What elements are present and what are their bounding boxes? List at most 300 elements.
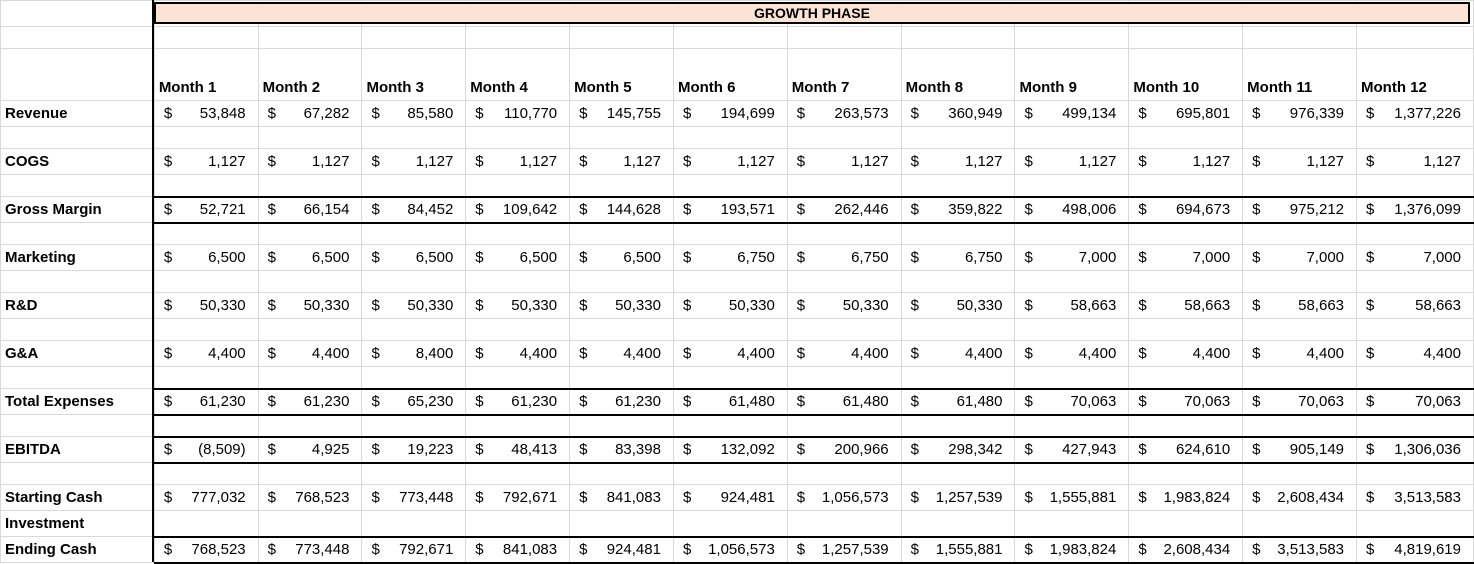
empty-cell[interactable] [787,271,901,293]
empty-cell[interactable] [1129,319,1243,341]
value-cell[interactable] [466,293,570,319]
empty-cell[interactable] [362,415,466,437]
empty-cell[interactable] [362,319,466,341]
value-cell[interactable] [1243,245,1357,271]
empty-cell[interactable] [1,127,155,149]
empty-cell[interactable] [570,271,674,293]
empty-cell[interactable] [1243,271,1357,293]
empty-cell[interactable] [154,175,258,197]
value-cell[interactable] [901,485,1015,511]
currency-symbol: $ [796,441,806,458]
value-cell[interactable] [1243,101,1357,127]
empty-cell[interactable] [1015,175,1129,197]
value-cell[interactable] [673,197,787,223]
value-cell[interactable] [1129,101,1243,127]
empty-cell[interactable] [570,27,674,49]
value-cell[interactable] [1015,437,1129,463]
value-cell[interactable] [787,149,901,175]
empty-cell[interactable] [1357,27,1474,49]
value-cell[interactable] [1129,197,1243,223]
value-cell[interactable] [466,437,570,463]
value-cell[interactable] [787,197,901,223]
value-cell[interactable] [1243,149,1357,175]
empty-cell[interactable] [1357,463,1474,485]
value-cell[interactable] [1357,511,1474,537]
empty-cell[interactable] [258,223,362,245]
value-cell[interactable] [1015,485,1129,511]
empty-cell[interactable] [570,367,674,389]
value-cell[interactable] [901,101,1015,127]
value-cell[interactable] [1357,537,1474,563]
currency-symbol: $ [910,249,919,266]
value-cell[interactable] [570,341,674,367]
empty-cell[interactable] [673,175,787,197]
cell-value: 50,330 [511,297,558,314]
empty-cell[interactable] [1015,271,1129,293]
empty-cell[interactable] [1,49,155,101]
row-label[interactable]: Revenue [1,101,155,127]
value-cell[interactable] [1015,245,1129,271]
value-cell[interactable] [901,149,1015,175]
empty-cell[interactable] [673,415,787,437]
empty-cell[interactable] [466,127,570,149]
value-cell[interactable] [466,485,570,511]
empty-cell[interactable] [362,127,466,149]
empty-cell[interactable] [1015,127,1129,149]
month-header[interactable]: Month 8 [901,49,1015,101]
cell-value: 61,230 [615,393,661,410]
value-cell[interactable] [1243,511,1357,537]
value-cell[interactable] [154,485,258,511]
cell-value: 6,750 [964,249,1003,266]
empty-cell[interactable] [901,271,1015,293]
currency-symbol: $ [910,393,919,410]
month-header[interactable]: Month 7 [787,49,901,101]
value-cell[interactable] [1243,197,1357,223]
value-cell[interactable] [362,197,466,223]
currency-symbol: $ [1138,297,1147,314]
value-cell[interactable] [154,511,258,537]
empty-cell[interactable] [901,415,1015,437]
empty-cell[interactable] [1,463,155,485]
month-header[interactable]: Month 3 [362,49,466,101]
empty-cell[interactable] [1243,319,1357,341]
value-cell[interactable] [787,341,901,367]
empty-cell[interactable] [258,415,362,437]
empty-cell[interactable] [466,463,570,485]
empty-cell[interactable] [154,223,258,245]
empty-cell[interactable] [154,319,258,341]
empty-cell[interactable] [1015,223,1129,245]
row-label[interactable]: Starting Cash [1,485,155,511]
value-cell[interactable] [258,389,362,415]
value-cell[interactable] [1357,437,1474,463]
empty-cell[interactable] [154,415,258,437]
empty-cell[interactable] [258,27,362,49]
value-cell[interactable] [362,437,466,463]
empty-cell[interactable] [1129,367,1243,389]
empty-cell[interactable] [901,127,1015,149]
value-cell[interactable] [1015,341,1129,367]
value-cell[interactable] [466,341,570,367]
value-cell[interactable] [258,149,362,175]
empty-cell[interactable] [362,27,466,49]
empty-cell[interactable] [1129,271,1243,293]
empty-cell[interactable] [1015,27,1129,49]
cell-value: 48,413 [511,441,558,458]
empty-cell[interactable] [570,127,674,149]
value-cell[interactable] [901,511,1015,537]
value-cell[interactable] [1357,245,1474,271]
value-cell[interactable] [901,341,1015,367]
empty-cell[interactable] [1129,127,1243,149]
value-cell[interactable] [154,389,258,415]
empty-cell[interactable] [1015,319,1129,341]
value-cell[interactable] [673,437,787,463]
empty-cell[interactable] [673,27,787,49]
empty-cell[interactable] [673,223,787,245]
value-cell[interactable] [258,511,362,537]
value-cell[interactable] [466,245,570,271]
value-cell[interactable] [154,101,258,127]
value-cell[interactable] [1243,437,1357,463]
empty-cell[interactable] [787,127,901,149]
value-cell[interactable] [154,537,258,563]
month-header[interactable]: Month 6 [673,49,787,101]
value-cell[interactable] [673,149,787,175]
value-cell[interactable] [1129,293,1243,319]
value-cell[interactable] [1015,511,1129,537]
row-label[interactable]: COGS [1,149,155,175]
cell-value: 50,330 [303,297,350,314]
cell-value: 6,500 [623,249,661,266]
value-cell[interactable] [1129,341,1243,367]
currency-symbol: $ [1252,297,1261,314]
empty-cell[interactable] [673,271,787,293]
empty-cell[interactable] [901,463,1015,485]
empty-cell[interactable] [1,271,155,293]
empty-cell[interactable] [258,127,362,149]
empty-cell[interactable] [466,27,570,49]
empty-cell[interactable] [1,1,155,27]
value-cell[interactable] [1129,149,1243,175]
value-cell[interactable] [901,389,1015,415]
value-cell[interactable] [1015,149,1129,175]
value-cell[interactable] [787,511,901,537]
value-cell[interactable] [570,245,674,271]
row-label[interactable]: EBITDA [1,437,155,463]
empty-cell[interactable] [787,463,901,485]
value-cell[interactable] [362,485,466,511]
currency-symbol: $ [796,393,806,410]
value-cell[interactable] [787,101,901,127]
empty-cell[interactable] [1015,463,1129,485]
value-cell[interactable] [258,245,362,271]
value-cell[interactable] [673,485,787,511]
empty-cell[interactable] [901,175,1015,197]
month-header[interactable]: Month 2 [258,49,362,101]
value-cell[interactable] [466,149,570,175]
value-cell[interactable] [787,389,901,415]
value-cell[interactable] [1357,197,1474,223]
value-cell[interactable] [570,511,674,537]
empty-cell[interactable] [154,271,258,293]
value-cell[interactable] [362,341,466,367]
value-cell[interactable] [673,389,787,415]
value-cell[interactable] [570,293,674,319]
value-cell[interactable] [466,511,570,537]
empty-cell[interactable] [1,319,155,341]
empty-cell[interactable] [1,223,155,245]
month-header[interactable]: Month 4 [466,49,570,101]
value-cell[interactable] [1015,197,1129,223]
value-cell[interactable] [1243,341,1357,367]
value-cell[interactable] [362,245,466,271]
value-cell[interactable] [1129,485,1243,511]
empty-cell[interactable] [466,175,570,197]
value-cell[interactable] [362,149,466,175]
value-cell[interactable] [570,101,674,127]
empty-cell[interactable] [1129,223,1243,245]
empty-cell[interactable] [1,27,155,49]
empty-cell[interactable] [570,175,674,197]
value-cell[interactable] [258,293,362,319]
month-header[interactable]: Month 1 [154,49,258,101]
value-cell[interactable] [258,101,362,127]
value-cell[interactable] [154,293,258,319]
value-cell[interactable] [570,149,674,175]
currency-symbol: $ [267,441,276,458]
value-cell[interactable] [1357,293,1474,319]
month-header[interactable]: Month 10 [1129,49,1243,101]
empty-cell[interactable] [1243,463,1357,485]
value-cell[interactable] [673,245,787,271]
value-cell[interactable] [1015,537,1129,563]
value-cell[interactable] [154,341,258,367]
value-cell[interactable] [362,389,466,415]
empty-cell[interactable] [1243,415,1357,437]
value-cell[interactable] [673,293,787,319]
value-cell[interactable] [1015,389,1129,415]
value-cell[interactable] [1015,293,1129,319]
value-cell[interactable] [1129,437,1243,463]
empty-cell[interactable] [466,223,570,245]
empty-cell[interactable] [258,367,362,389]
empty-cell[interactable] [154,27,258,49]
row-label[interactable]: Gross Margin [1,197,155,223]
empty-cell[interactable] [466,271,570,293]
empty-cell[interactable] [901,367,1015,389]
value-cell[interactable] [362,511,466,537]
cell-value: 61,230 [511,393,558,410]
empty-cell[interactable] [362,223,466,245]
empty-cell[interactable] [787,175,901,197]
empty-cell[interactable] [1015,415,1129,437]
value-cell[interactable] [673,341,787,367]
empty-cell[interactable] [1357,271,1474,293]
value-cell[interactable] [673,511,787,537]
table-row [1,437,1474,463]
empty-cell[interactable] [466,415,570,437]
value-cell[interactable] [258,537,362,563]
empty-cell[interactable] [258,271,362,293]
empty-cell[interactable] [466,319,570,341]
value-cell[interactable] [154,197,258,223]
empty-cell[interactable] [901,319,1015,341]
empty-cell[interactable] [362,271,466,293]
empty-cell[interactable] [1129,27,1243,49]
value-cell[interactable] [1243,389,1357,415]
value-cell[interactable] [258,485,362,511]
empty-cell[interactable] [787,319,901,341]
value-cell[interactable] [466,389,570,415]
empty-cell[interactable] [1357,223,1474,245]
empty-cell[interactable] [1129,463,1243,485]
empty-cell[interactable] [673,367,787,389]
row-label[interactable]: Total Expenses [1,389,155,415]
value-cell[interactable] [362,537,466,563]
cell-value: 7,000 [1306,249,1345,266]
empty-cell[interactable] [1243,223,1357,245]
value-cell[interactable] [1129,511,1243,537]
empty-cell[interactable] [1129,415,1243,437]
value-cell[interactable] [154,149,258,175]
value-cell[interactable] [787,293,901,319]
value-cell[interactable] [1129,245,1243,271]
row-label[interactable]: Ending Cash [1,537,155,563]
value-cell[interactable] [570,437,674,463]
value-cell[interactable] [1129,537,1243,563]
cell-value: 61,230 [199,393,246,410]
row-label[interactable]: Investment [1,511,155,537]
empty-cell[interactable] [673,127,787,149]
value-cell[interactable] [1357,149,1474,175]
value-cell[interactable] [787,537,901,563]
empty-cell[interactable] [1,175,155,197]
empty-cell[interactable] [1129,175,1243,197]
empty-cell[interactable] [787,415,901,437]
value-cell[interactable] [258,197,362,223]
value-cell[interactable] [1243,485,1357,511]
value-cell[interactable] [787,437,901,463]
currency-symbol: $ [796,105,806,122]
value-cell[interactable] [901,245,1015,271]
value-cell[interactable] [673,537,787,563]
empty-cell[interactable] [901,27,1015,49]
value-cell[interactable] [258,341,362,367]
value-cell[interactable] [673,101,787,127]
currency-symbol: $ [163,541,173,558]
empty-cell[interactable] [787,367,901,389]
value-cell[interactable] [570,197,674,223]
value-cell[interactable] [901,293,1015,319]
empty-cell[interactable] [154,127,258,149]
value-cell[interactable] [1357,101,1474,127]
empty-cell[interactable] [570,223,674,245]
cell-value: 624,610 [1175,441,1231,458]
value-cell[interactable] [154,245,258,271]
empty-cell[interactable] [570,463,674,485]
value-cell[interactable] [901,537,1015,563]
row-label[interactable]: R&D [1,293,155,319]
value-cell[interactable] [570,389,674,415]
value-cell[interactable] [1357,341,1474,367]
empty-cell[interactable] [1,367,155,389]
empty-cell[interactable] [901,223,1015,245]
currency-symbol: $ [267,249,276,266]
currency-symbol: $ [910,489,919,506]
empty-cell[interactable] [1357,127,1474,149]
value-cell[interactable] [901,197,1015,223]
empty-cell[interactable] [1,415,155,437]
empty-cell[interactable] [570,319,674,341]
cell-value: 1,127 [208,153,246,170]
value-cell[interactable] [1243,537,1357,563]
month-header[interactable]: Month 11 [1243,49,1357,101]
value-cell[interactable] [362,101,466,127]
value-cell[interactable] [787,245,901,271]
empty-cell[interactable] [362,463,466,485]
empty-cell[interactable] [258,463,362,485]
value-cell[interactable] [1243,293,1357,319]
empty-cell[interactable] [1243,175,1357,197]
empty-cell[interactable] [787,27,901,49]
month-header[interactable]: Month 12 [1357,49,1474,101]
cell-value: 132,092 [720,441,775,458]
empty-cell[interactable] [362,175,466,197]
empty-cell[interactable] [1357,367,1474,389]
empty-cell[interactable] [673,463,787,485]
value-cell[interactable] [362,293,466,319]
empty-cell[interactable] [787,223,901,245]
empty-cell[interactable] [1243,27,1357,49]
value-cell[interactable] [154,437,258,463]
value-cell[interactable] [466,101,570,127]
row-label[interactable]: G&A [1,341,155,367]
empty-cell[interactable] [1243,127,1357,149]
value-cell[interactable] [466,537,570,563]
empty-cell[interactable] [1015,367,1129,389]
empty-cell[interactable] [1357,319,1474,341]
cell-value: 1,257,539 [935,489,1003,506]
empty-cell[interactable] [1357,415,1474,437]
empty-cell[interactable] [1357,175,1474,197]
value-cell[interactable] [1015,101,1129,127]
empty-cell[interactable] [362,367,466,389]
value-cell[interactable] [570,537,674,563]
value-cell[interactable] [787,485,901,511]
empty-cell[interactable] [673,319,787,341]
row-label[interactable]: Marketing [1,245,155,271]
empty-cell[interactable] [258,175,362,197]
value-cell[interactable] [901,437,1015,463]
empty-cell[interactable] [1243,367,1357,389]
value-cell[interactable] [570,485,674,511]
month-header[interactable]: Month 5 [570,49,674,101]
value-cell[interactable] [1357,485,1474,511]
empty-cell[interactable] [154,463,258,485]
empty-cell[interactable] [154,367,258,389]
empty-cell[interactable] [466,367,570,389]
currency-symbol: $ [682,153,692,170]
value-cell[interactable] [466,197,570,223]
empty-cell[interactable] [258,319,362,341]
month-header[interactable]: Month 9 [1015,49,1129,101]
value-cell[interactable] [258,437,362,463]
value-cell[interactable] [1129,389,1243,415]
empty-cell[interactable] [570,415,674,437]
value-cell[interactable] [1357,389,1474,415]
